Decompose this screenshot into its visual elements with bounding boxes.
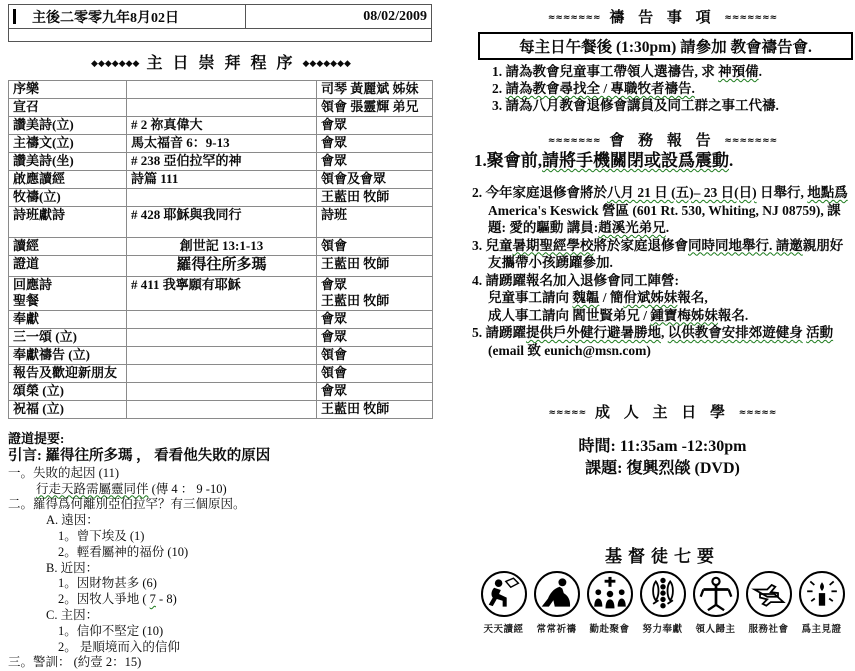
spellcheck-underlined-text: 八月 21 日 (五)– 23 日(日) xyxy=(607,185,757,200)
item-number: 2. xyxy=(492,81,506,96)
service-order-heading xyxy=(8,50,434,73)
ornament-left: ≈≈≈≈≈≈≈ xyxy=(547,13,601,23)
service-item-label: 奉獻禱告 (立) xyxy=(13,347,90,362)
sunday-school-title: 成 人 主 日 學 xyxy=(594,405,730,421)
service-who-label: 王藍田 牧師 xyxy=(321,401,390,416)
service-who-cell xyxy=(317,171,433,189)
empty-cell xyxy=(9,29,432,42)
service-content-cell: # 238 亞伯拉罕的神 xyxy=(127,153,317,171)
text-segment: 聚會前, xyxy=(486,151,542,170)
spellcheck-underlined-text: 請為教會尋找全 / 專職牧者禱告. xyxy=(505,81,695,96)
evangelism-icon xyxy=(693,571,739,617)
text-segment: 今年家庭退修會將於 xyxy=(485,185,607,200)
service-content-cell xyxy=(127,81,317,99)
text-segment: 三。警訓： (約壹 2：15) xyxy=(8,655,142,670)
service-who-label: 領會 張靈輝 弟兄 xyxy=(321,99,419,114)
service-item-label: 回應詩 xyxy=(13,277,53,292)
text-segment: 成人事工請向 閻世賢弟兄 / xyxy=(488,307,651,323)
service-who-label: 會眾 xyxy=(321,153,348,168)
service-content-cell: # 2 祢真偉大 xyxy=(127,117,317,135)
service-item-cell xyxy=(9,329,127,347)
text-segment: 2。 是順境而入的信仰 xyxy=(58,639,180,654)
service-who-label: 會眾 xyxy=(321,383,348,398)
service-who-cell xyxy=(317,383,433,401)
spellcheck-underlined-text: 魏韞 xyxy=(572,290,600,305)
text-segment: 二。羅得爲何離別亞伯拉罕？有三個原因。 xyxy=(8,497,246,512)
item-number: 1. xyxy=(474,151,487,170)
service-who-cell xyxy=(317,365,433,383)
service-item-label: 啟應讀經 xyxy=(13,171,66,186)
date-table xyxy=(8,4,432,42)
bible-reading-icon xyxy=(481,571,527,617)
service-item-label: 詩班獻詩 xyxy=(13,207,66,222)
outline-line xyxy=(8,608,434,624)
item-number: 2. xyxy=(472,185,486,200)
text-segment: (傳 4 ： 9 -10) xyxy=(148,481,227,496)
service-item-label: 三一頌 (立) xyxy=(13,329,77,344)
business-items-list xyxy=(472,184,853,359)
service-item-cell xyxy=(9,347,127,365)
service-row xyxy=(9,311,433,329)
ornament-left: ≈≈≈≈≈ xyxy=(548,408,587,418)
service-row xyxy=(9,277,433,311)
service-row xyxy=(9,81,433,99)
text-segment: / 簡 xyxy=(599,290,624,305)
service-row xyxy=(9,383,433,401)
service-row xyxy=(9,207,433,238)
service-row xyxy=(9,135,433,153)
service-item-cell xyxy=(9,383,127,401)
service-who-label: 會眾 xyxy=(321,329,348,344)
seven-essential-item xyxy=(743,571,794,635)
item-number: 5. xyxy=(472,325,486,340)
service-item-label: 主禱文(立) xyxy=(13,135,74,150)
seven-essential-label: 服務社會 xyxy=(748,625,789,635)
text-segment: America's Keswick 營區 (601 Rt. 530, Whiting, NJ 08759), 課題: 愛的驅動 講員: xyxy=(488,202,841,235)
date-row xyxy=(9,5,432,29)
date-chinese: 主後二零零九年8月02日 xyxy=(32,10,179,26)
text-segment: 請為八月教會退修會講員及同工群之事工代禱. xyxy=(505,98,779,113)
item-number: 4. xyxy=(472,272,486,288)
sermon-outline-lines xyxy=(8,466,434,671)
service-who-label: 領會 xyxy=(321,238,348,253)
prayer-section-heading xyxy=(472,6,853,27)
service-item-label: 宣召 xyxy=(13,99,40,114)
service-who-cell xyxy=(317,153,433,171)
outline-line xyxy=(8,640,434,656)
text-segment: 請為教會兒童事工帶領人選禱告, 求 xyxy=(505,64,719,79)
seven-essentials-title: 基督徒七要 xyxy=(605,547,720,566)
sermon-outline-intro: 引言: 羅得往所多瑪 ， 看看他失敗的原因 xyxy=(8,447,271,464)
service-item-cell xyxy=(9,153,127,171)
service-item-cell xyxy=(9,189,127,207)
service-item-label: 讀經 xyxy=(13,238,40,253)
bulletin-right-page xyxy=(472,6,853,635)
business-item-cellphone xyxy=(472,150,853,171)
service-who-cell xyxy=(317,81,433,99)
spellcheck-underlined-text: 活動 xyxy=(806,325,834,340)
service-row xyxy=(9,347,433,365)
service-item-cell xyxy=(9,238,127,256)
text-segment: C. 主因： xyxy=(46,607,99,622)
outline-line xyxy=(8,592,434,608)
service-who-label: 王藍田 牧師 xyxy=(321,189,390,204)
service-item-label: 序樂 xyxy=(13,81,40,96)
service-content-cell xyxy=(127,189,317,207)
spacer xyxy=(472,422,853,436)
seven-essential-item xyxy=(531,571,582,635)
sunday-school-time: 時間: 11:35am -12:30pm xyxy=(578,438,747,455)
prayer-items-list xyxy=(472,63,853,114)
seven-essential-label: 天天讀經 xyxy=(483,625,524,635)
text-segment: 兒童事工請向 xyxy=(488,290,573,305)
service-content-cell xyxy=(127,401,317,419)
seven-essential-label: 勤赴聚會 xyxy=(589,625,630,635)
spellcheck-underlined-text: 地點爲 xyxy=(807,185,848,200)
ornament-left: ≈≈≈≈≈≈≈ xyxy=(547,136,601,146)
outline-line xyxy=(8,576,434,592)
service-item-cell xyxy=(9,207,127,238)
date-english: 08/02/2009 xyxy=(363,8,427,24)
witness-icon xyxy=(799,571,845,617)
service-item-cell xyxy=(9,311,127,329)
service-who-cell xyxy=(317,135,433,153)
service-item-cell xyxy=(9,135,127,153)
text-segment: 2。輕看屬神的福份 (10) xyxy=(58,544,189,559)
seven-essential-label: 努力奉獻 xyxy=(642,625,683,635)
business-section-heading xyxy=(472,129,853,150)
ornament-right: ≈≈≈≈≈≈≈ xyxy=(724,13,778,23)
text-segment: 日舉行, xyxy=(756,185,808,200)
service-who-cell xyxy=(317,401,433,419)
sunday-school-heading xyxy=(472,401,853,422)
seven-essential-item xyxy=(478,571,529,635)
sunday-school-topic: 課題: 復興烈燄 (DVD) xyxy=(585,460,740,477)
service-icon xyxy=(746,571,792,617)
seven-essential-label: 領人歸主 xyxy=(695,625,736,635)
service-who-cell xyxy=(317,347,433,365)
ornament-right: ◆◆◆◆◆◆◆ xyxy=(302,59,351,69)
outline-line xyxy=(8,545,434,561)
service-who-label: 司琴 黃麗斌 姊妹 xyxy=(321,81,419,96)
spacer xyxy=(472,480,853,542)
outline-line xyxy=(8,561,434,577)
service-content-cell: 羅得往所多瑪 xyxy=(127,256,317,277)
spacer xyxy=(472,359,853,401)
service-content-cell xyxy=(127,311,317,329)
text-segment: 報名. xyxy=(717,307,749,323)
service-content-cell: # 411 我寧願有耶穌 xyxy=(127,277,317,311)
service-item-label: 證道 xyxy=(13,256,40,271)
spellcheck-underlined-text: 佾斌姊妹 xyxy=(623,290,678,305)
item-number: 3. xyxy=(472,237,486,253)
sermon-outline xyxy=(8,431,434,671)
service-who-cell xyxy=(317,207,433,238)
service-who-label: 領會 xyxy=(321,365,348,380)
ornament-left: ◆◆◆◆◆◆◆ xyxy=(91,59,140,69)
business-section-title: 會 務 報 告 xyxy=(609,133,716,149)
service-who-label: 會眾 xyxy=(321,117,348,132)
service-content-cell xyxy=(127,329,317,347)
service-who-cell xyxy=(317,256,433,277)
service-item-label: 讚美詩(坐) xyxy=(13,153,74,168)
service-content-cell xyxy=(127,365,317,383)
service-item-label: 牧禱(立) xyxy=(13,189,61,204)
spacer xyxy=(472,171,853,184)
text-segment: A. 遠因： xyxy=(46,513,99,528)
service-who-label: 領會及會眾 xyxy=(321,171,387,186)
seven-essentials-row xyxy=(472,571,853,635)
sermon-outline-title: 證道提要: xyxy=(8,431,65,446)
service-row xyxy=(9,189,433,207)
ornament-right: ≈≈≈≈≈≈≈ xyxy=(724,136,778,146)
service-row xyxy=(9,329,433,347)
service-content-cell xyxy=(127,383,317,401)
service-who-cell xyxy=(317,277,433,311)
service-row xyxy=(9,153,433,171)
service-row xyxy=(9,256,433,277)
text-segment: B. 近因： xyxy=(46,560,99,575)
service-content-cell xyxy=(127,99,317,117)
service-who-label: 會眾 xyxy=(321,311,348,326)
text-segment: 1。信仰不堅定 (10) xyxy=(58,623,164,638)
service-who-cell xyxy=(317,311,433,329)
service-item-cell xyxy=(9,117,127,135)
spellcheck-underlined-text: 趙溪光弟兄 xyxy=(598,220,666,235)
text-segment: 1。因財物甚多 (6) xyxy=(58,576,157,591)
text-segment: 請踴躍 xyxy=(485,325,526,340)
spellcheck-underlined-text: 7 xyxy=(149,592,156,607)
text-segment: (email 致 eunich@msn.com) xyxy=(488,342,651,358)
text-segment: - 8) xyxy=(155,592,177,607)
service-who-label: 會眾 xyxy=(321,277,348,292)
service-row xyxy=(9,365,433,383)
service-who-label: 詩班 xyxy=(321,207,348,222)
text-segment: , xyxy=(661,325,668,340)
business-item xyxy=(472,324,853,359)
prayer-item xyxy=(472,97,853,114)
bulletin-left-page xyxy=(8,4,434,671)
item-number: 1. xyxy=(492,64,506,79)
outline-line xyxy=(8,529,434,545)
service-table-body xyxy=(9,81,433,419)
service-row xyxy=(9,171,433,189)
seven-essential-item xyxy=(637,571,688,635)
prayer-item xyxy=(472,63,853,80)
text-segment: 兒童 xyxy=(485,237,513,253)
outline-line xyxy=(8,482,434,498)
service-content-cell xyxy=(127,347,317,365)
text-segment: 1。曾下埃及 (1) xyxy=(58,528,145,543)
text-segment: 將於家庭退修會 xyxy=(593,237,688,253)
seven-essential-item xyxy=(584,571,635,635)
service-order-title: 主 日 崇 拜 程 序 xyxy=(146,55,296,72)
text-segment: 2。因牧人爭地 ( xyxy=(58,592,150,607)
text-segment: . xyxy=(665,220,670,235)
service-content-cell: # 428 耶穌與我同行 xyxy=(127,207,317,238)
spellcheck-underlined-text: 請將手機關閉或設爲震動 xyxy=(542,151,729,170)
service-item-label: 聖餐 xyxy=(13,293,40,308)
business-item-subline xyxy=(472,307,853,325)
service-who-cell xyxy=(317,189,433,207)
date-cell-english xyxy=(246,5,432,29)
text-segment: 請踴躍報名加入退修會同工陣營: xyxy=(485,272,679,288)
service-item-label: 奉獻 xyxy=(13,311,40,326)
service-who-cell xyxy=(317,329,433,347)
service-item-cell xyxy=(9,81,127,99)
assembly-icon xyxy=(587,571,633,617)
ornament-right: ≈≈≈≈≈ xyxy=(738,408,777,418)
service-who-label: 會眾 xyxy=(321,135,348,150)
service-item-cell xyxy=(9,401,127,419)
service-content-cell: 創世記 13:1-13 xyxy=(127,238,317,256)
service-item-cell xyxy=(9,171,127,189)
service-item-label: 頌榮 (立) xyxy=(13,383,64,398)
spellcheck-underlined-text: 同時同地舉行. 請邀 xyxy=(688,237,803,253)
business-item xyxy=(472,184,853,237)
seven-essential-item xyxy=(796,571,847,635)
seven-essential-label: 常常祈禱 xyxy=(536,625,577,635)
service-item-label: 讚美詩(立) xyxy=(13,117,74,132)
outline-line xyxy=(8,466,434,482)
service-who-cell xyxy=(317,238,433,256)
text-segment: 報名, xyxy=(677,290,708,305)
spellcheck-underlined-text: 行走天路需屬靈同伴 xyxy=(36,481,149,496)
empty-row xyxy=(9,29,432,42)
spellcheck-underlined-text: 提供戶外健行避暑勝地 xyxy=(526,325,661,340)
service-who-cell xyxy=(317,117,433,135)
spacer xyxy=(472,114,853,129)
service-row xyxy=(9,401,433,419)
text-segment: 親朋好友攜帶小孩踴躍參加. xyxy=(488,237,844,270)
prayer-item xyxy=(472,80,853,97)
text-segment: 一。失敗的起因 (11) xyxy=(8,465,119,480)
prayer-meeting-box: 每主日午餐後 (1:30pm) 請參加 教會禱告會. xyxy=(478,32,853,60)
service-row xyxy=(9,99,433,117)
service-who-label: 領會 xyxy=(321,347,348,362)
service-who-label: 王藍田 牧師 xyxy=(321,256,390,271)
service-row xyxy=(9,238,433,256)
service-row xyxy=(9,117,433,135)
service-who-label: 王藍田 牧師 xyxy=(321,293,390,308)
spellcheck-underlined-text: 暑期聖經學校 xyxy=(512,237,594,253)
seven-essential-label: 爲主見證 xyxy=(801,625,842,635)
seven-essential-item xyxy=(690,571,741,635)
text-segment: . xyxy=(729,151,734,170)
service-item-label: 報告及歡迎新朋友 xyxy=(13,365,118,380)
prayer-icon xyxy=(534,571,580,617)
service-item-cell xyxy=(9,256,127,277)
service-item-cell xyxy=(9,277,127,311)
outline-line xyxy=(8,497,434,513)
service-item-label: 祝福 (立) xyxy=(13,401,64,416)
item-number: 3. xyxy=(492,98,506,113)
outline-line xyxy=(8,624,434,640)
date-cell-chinese xyxy=(9,5,246,29)
text-segment: . xyxy=(758,64,762,79)
service-content-cell: 馬太福音 6：9-13 xyxy=(127,135,317,153)
business-item xyxy=(472,272,853,290)
business-item xyxy=(472,237,853,272)
spellcheck-underlined-text: 以供教會安排郊遊健身 xyxy=(667,325,803,340)
service-order-table xyxy=(8,80,433,419)
service-item-cell xyxy=(9,365,127,383)
spellcheck-underlined-text: 神預備 xyxy=(718,64,759,79)
service-item-cell xyxy=(9,99,127,117)
outline-line xyxy=(8,655,434,671)
offering-icon xyxy=(640,571,686,617)
prayer-section-title: 禱 告 事 項 xyxy=(609,10,716,26)
scan-artifact-bar xyxy=(13,9,16,24)
spellcheck-underlined-text: 鍾寶梅姊妹 xyxy=(650,307,718,323)
business-item-subline xyxy=(472,289,853,307)
service-content-cell: 詩篇 111 xyxy=(127,171,317,189)
service-who-cell xyxy=(317,99,433,117)
outline-line xyxy=(8,513,434,529)
